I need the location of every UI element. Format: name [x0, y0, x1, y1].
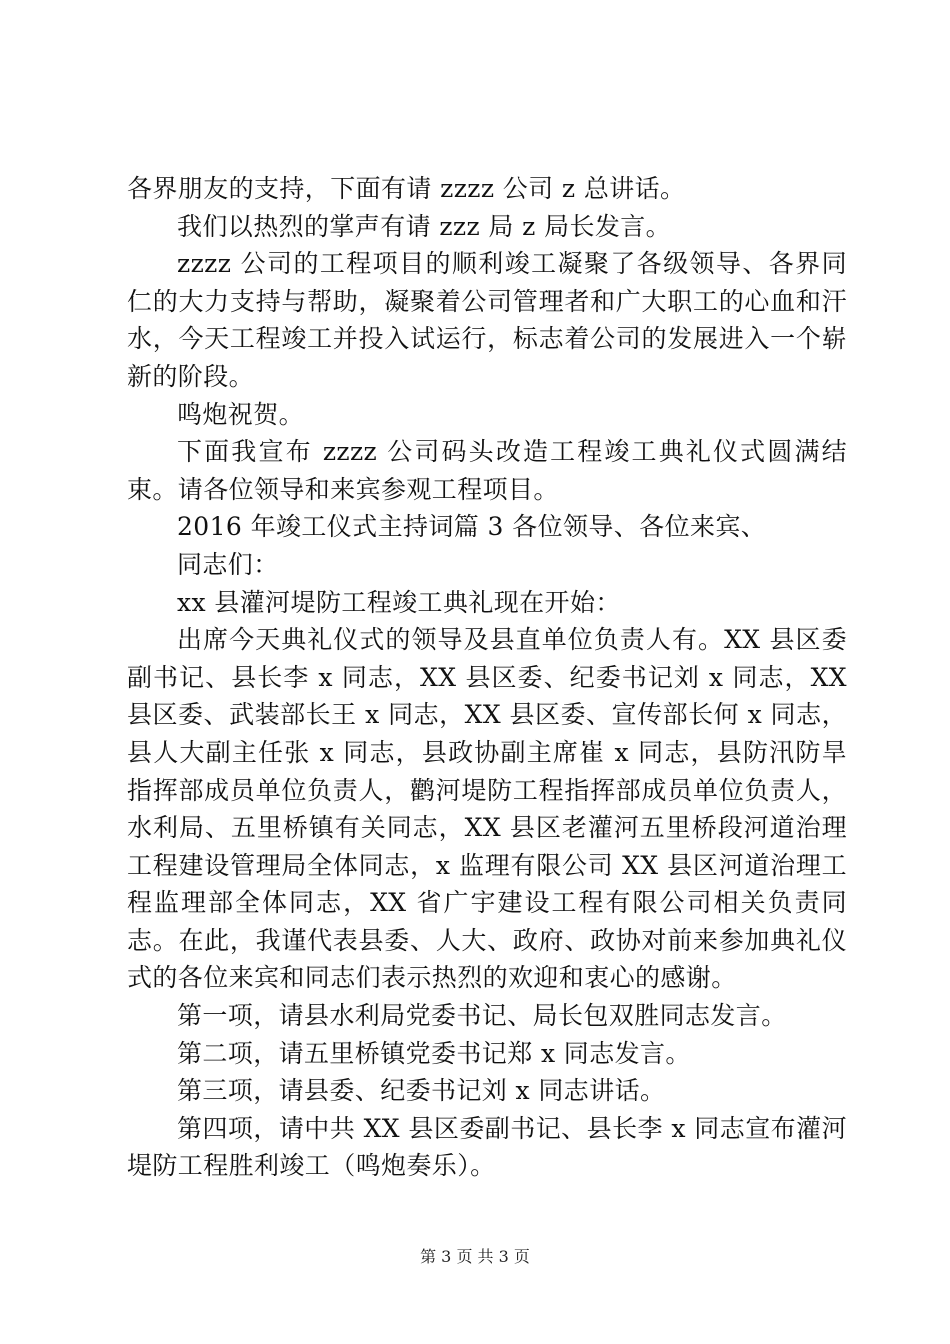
paragraph: xx 县灌河堤防工程竣工典礼现在开始：: [177, 587, 621, 617]
page-number-footer: 第 3 页 共 3 页: [420, 1247, 530, 1266]
document-body: [127, 170, 847, 1185]
paragraph: 鸣炮祝贺。: [177, 399, 305, 429]
paragraph: 各界朋友的支持，下面有请 zzzz 公司 z 总讲话。: [127, 174, 686, 203]
paragraph: 出席今天典礼仪式的领导及县直单位负责人有。XX 县区委副书记、县长李 x 同志，XX 县区委、纪委书记刘 x 同志，XX 县区委、武装部长王 x 同志，XX 县区委、宣传部长何 x 同志，县人大副主任张 x 同志，县政协副主席崔 x 同志，县防汛防旱指挥部成员单位负责人，鹳河堤防工程指挥部成员单位负责人，水利局、五里桥镇有关同志，XX 县区老灌河五里桥段河道治理工程建设管理局全体同志，x 监理有限公司 XX 县区河道治理工程监理部全体同志，XX 省广宇建设工程有限公司相关负责同志。在此，我谨代表县委、人大、政府、政协对前来参加典礼仪式的各位来宾和同志们表示热烈的欢迎和衷心的感谢。: [127, 625, 847, 993]
paragraph: 2016 年竣工仪式主持词篇 3 各位领导、各位来宾、: [177, 512, 767, 542]
paragraph: 第二项，请五里桥镇党委书记郑 x 同志发言。: [177, 1038, 691, 1068]
paragraph: zzzz 公司的工程项目的顺利竣工凝聚了各级领导、各界同仁的大力支持与帮助，凝聚着公司管理者和广大职工的心血和汗水，今天工程竣工并投入试运行，标志着公司的发展进入一个崭新的阶段。: [127, 249, 847, 391]
paragraph: 下面我宣布 zzzz 公司码头改造工程竣工典礼仪式圆满结束。请各位领导和来宾参观工程项目。: [127, 437, 847, 504]
paragraph: 同志们：: [177, 549, 279, 579]
paragraph: 我们以热烈的掌声有请 zzz 局 z 局长发言。: [177, 211, 672, 241]
paragraph: 第三项，请县委、纪委书记刘 x 同志讲话。: [177, 1076, 666, 1106]
paragraph: 第四项，请中共 XX 县区委副书记、县长李 x 同志宣布灌河堤防工程胜利竣工（鸣炮奏乐）。: [127, 1113, 847, 1181]
paragraph: 第一项，请县水利局党委书记、局长包双胜同志发言。: [177, 1001, 787, 1031]
